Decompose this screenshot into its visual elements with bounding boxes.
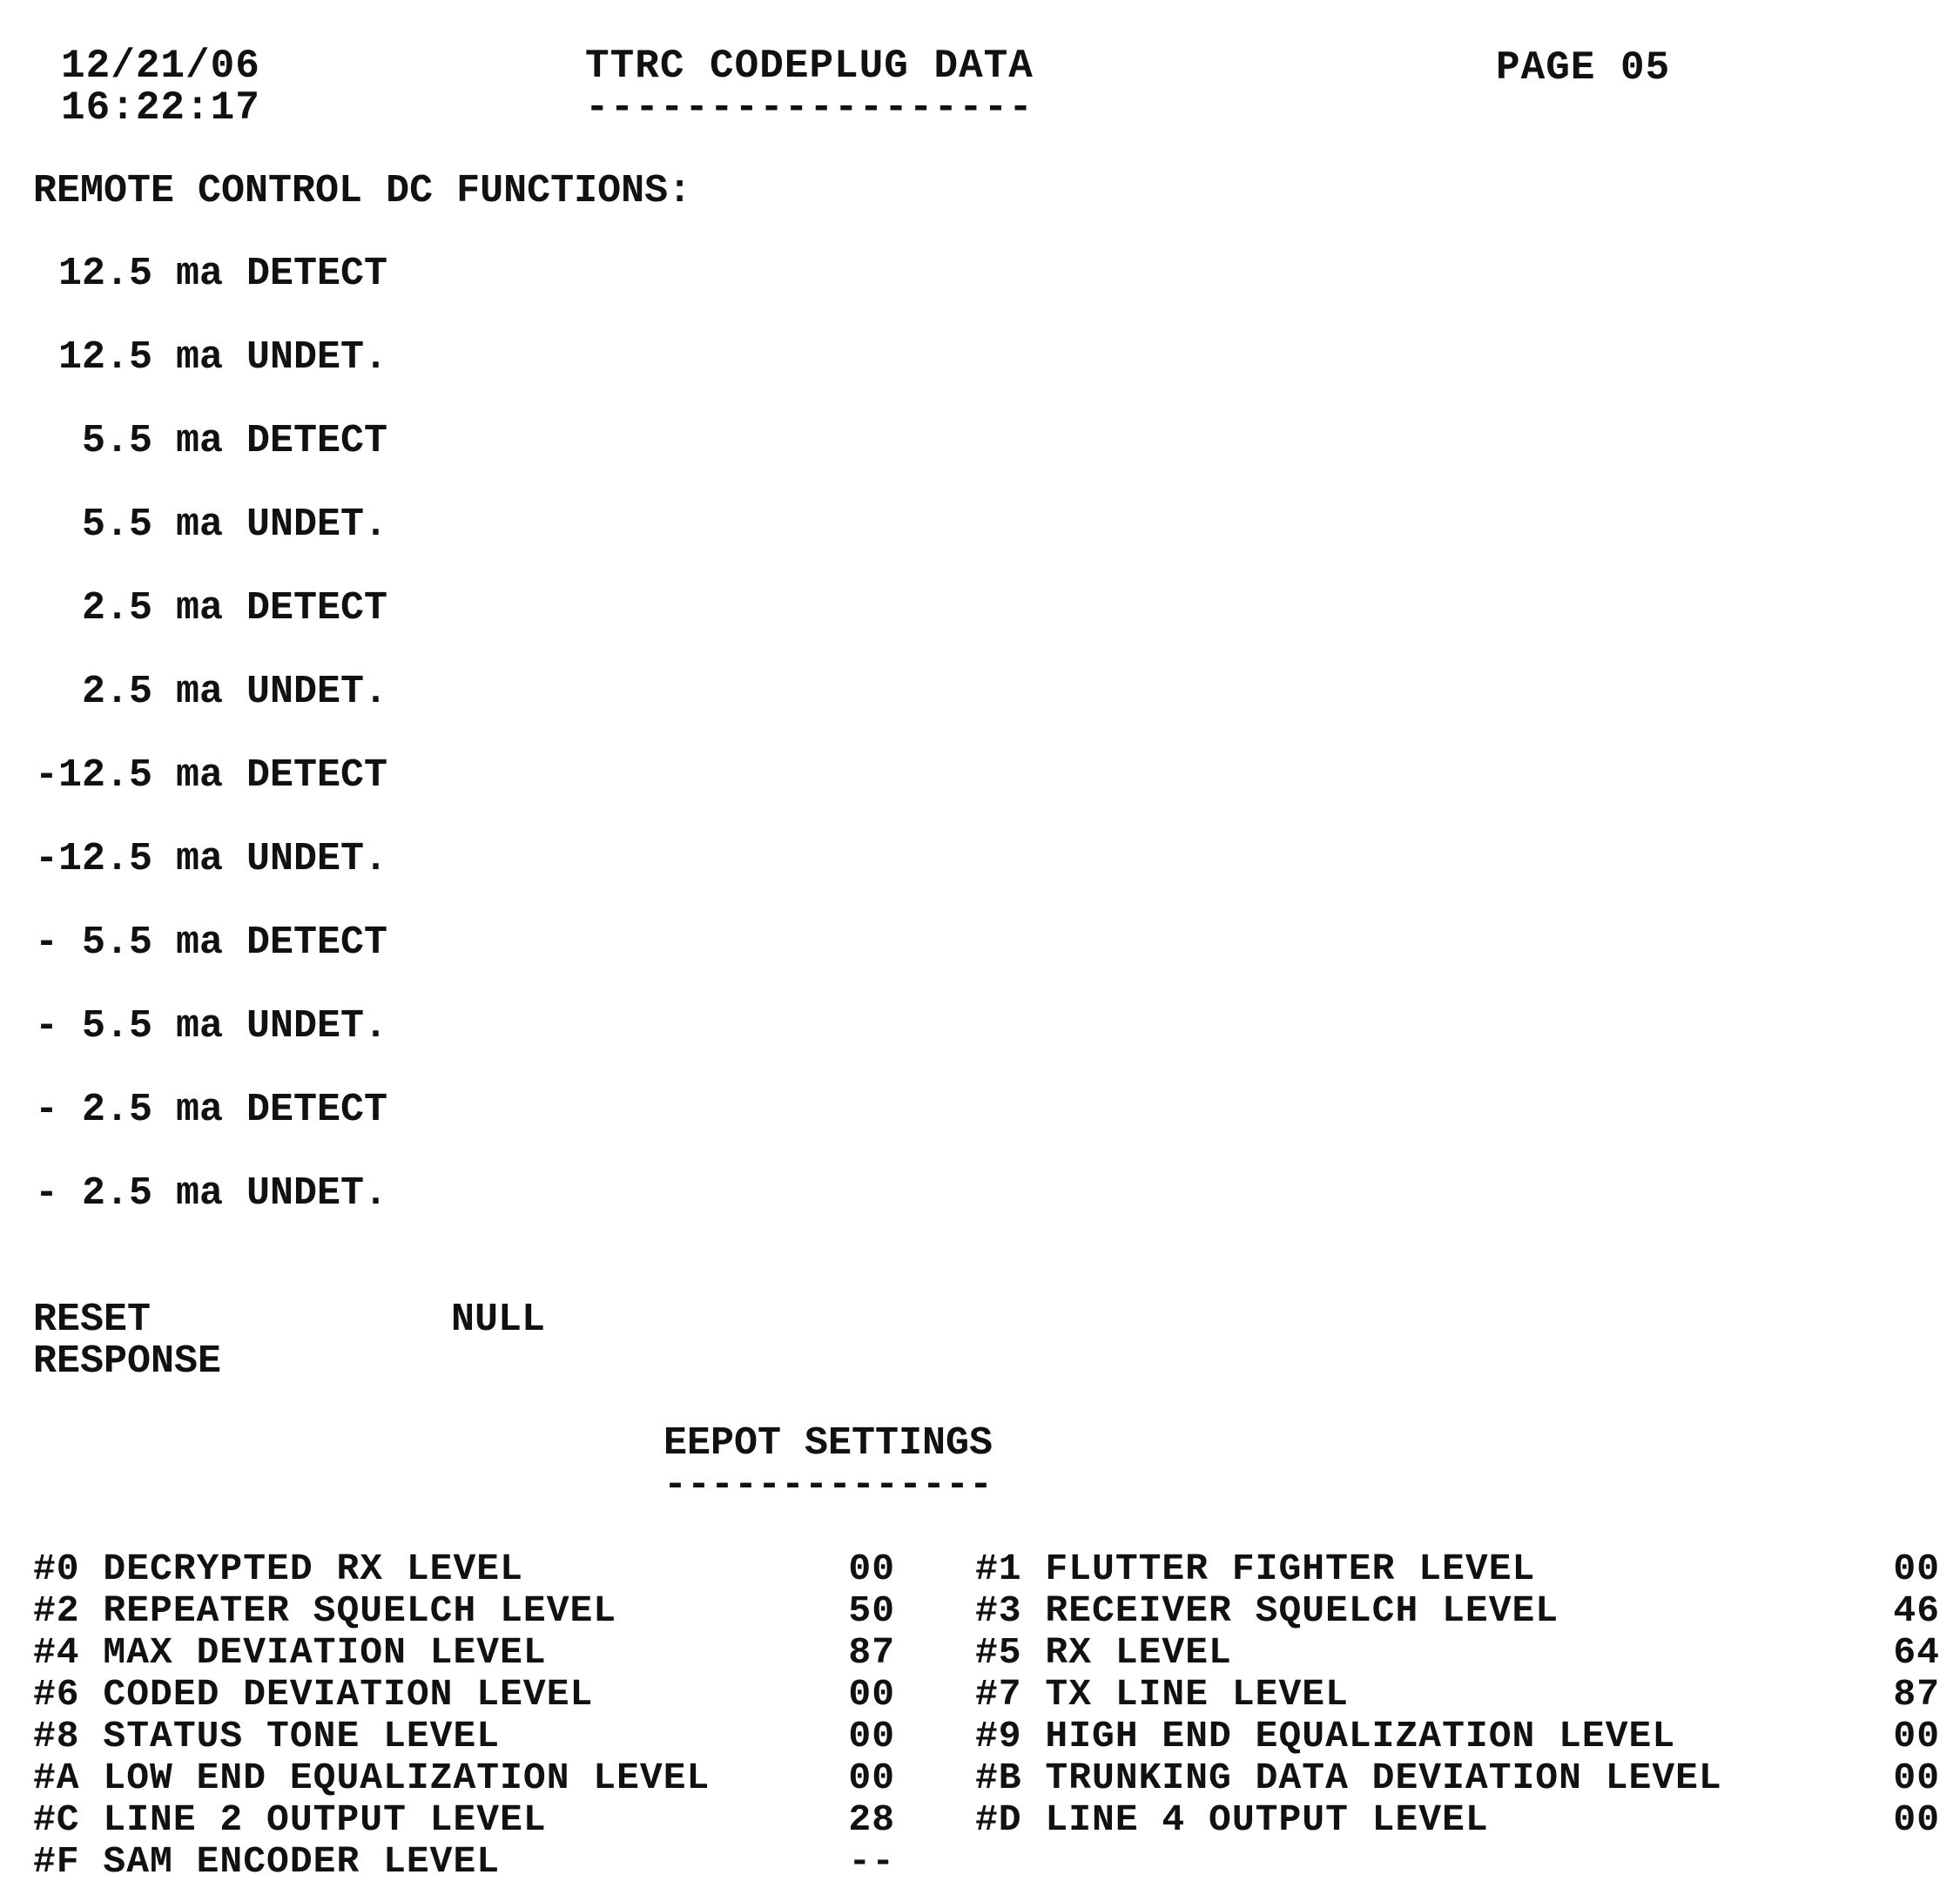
eepot-setting-value: 00 xyxy=(1893,1715,1940,1757)
eepot-setting-name: #5 RX LEVEL xyxy=(975,1631,1232,1674)
remote-control-heading: REMOTE CONTROL DC FUNCTIONS: xyxy=(33,169,692,213)
eepot-setting-value: 00 xyxy=(1893,1798,1940,1841)
eepot-setting-name: #3 RECEIVER SQUELCH LEVEL xyxy=(975,1589,1559,1632)
eepot-setting-value: 00 xyxy=(848,1673,895,1716)
eepot-setting-value: 00 xyxy=(848,1757,895,1799)
list-item: - 5.5 ma UNDET. xyxy=(35,1004,388,1049)
eepot-setting-name: #D LINE 4 OUTPUT LEVEL xyxy=(975,1798,1489,1841)
page-title: TTRC CODEPLUG DATA xyxy=(585,44,1034,89)
eepot-setting-value: 00 xyxy=(848,1548,895,1590)
response-label: RESPONSE xyxy=(33,1339,222,1384)
eepot-setting-value: 50 xyxy=(848,1589,895,1632)
print-time: 16:22:17 xyxy=(61,85,260,131)
eepot-setting-name: #A LOW END EQUALIZATION LEVEL xyxy=(33,1757,711,1799)
eepot-setting-name: #7 TX LINE LEVEL xyxy=(975,1673,1349,1716)
eepot-setting-name: #9 HIGH END EQUALIZATION LEVEL xyxy=(975,1715,1676,1757)
list-item: 12.5 ma UNDET. xyxy=(35,335,388,380)
eepot-setting-value: 00 xyxy=(1893,1757,1940,1799)
eepot-setting-value: 00 xyxy=(848,1715,895,1757)
eepot-setting-value: -- xyxy=(848,1840,895,1883)
eepot-setting-name: #1 FLUTTER FIGHTER LEVEL xyxy=(975,1548,1536,1590)
list-item: 12.5 ma DETECT xyxy=(35,252,388,296)
eepot-heading: EEPOT SETTINGS xyxy=(663,1421,993,1466)
list-item: -12.5 ma UNDET. xyxy=(35,837,388,881)
eepot-heading-underline: -------------- xyxy=(663,1463,993,1507)
print-date: 12/21/06 xyxy=(61,44,260,89)
list-item: - 2.5 ma UNDET. xyxy=(35,1171,388,1216)
list-item: - 2.5 ma DETECT xyxy=(35,1088,388,1132)
eepot-setting-name: #C LINE 2 OUTPUT LEVEL xyxy=(33,1798,547,1841)
list-item: 5.5 ma UNDET. xyxy=(35,502,388,547)
eepot-setting-name: #4 MAX DEVIATION LEVEL xyxy=(33,1631,547,1674)
list-item: 2.5 ma UNDET. xyxy=(35,670,388,714)
list-item: -12.5 ma DETECT xyxy=(35,753,388,798)
reset-response-value: NULL xyxy=(451,1298,546,1342)
reset-label: RESET xyxy=(33,1298,152,1342)
page-number: PAGE 05 xyxy=(1496,45,1671,91)
eepot-setting-name: #B TRUNKING DATA DEVIATION LEVEL xyxy=(975,1757,1722,1799)
eepot-setting-value: 87 xyxy=(848,1631,895,1674)
list-item: 2.5 ma DETECT xyxy=(35,586,388,631)
page-title-underline: ------------------ xyxy=(585,85,1034,131)
eepot-setting-value: 46 xyxy=(1893,1589,1940,1632)
eepot-setting-name: #8 STATUS TONE LEVEL xyxy=(33,1715,501,1757)
eepot-setting-value: 28 xyxy=(848,1798,895,1841)
eepot-setting-name: #F SAM ENCODER LEVEL xyxy=(33,1840,501,1883)
eepot-setting-name: #6 CODED DEVIATION LEVEL xyxy=(33,1673,594,1716)
list-item: - 5.5 ma DETECT xyxy=(35,921,388,965)
eepot-setting-name: #2 REPEATER SQUELCH LEVEL xyxy=(33,1589,617,1632)
eepot-setting-value: 00 xyxy=(1893,1548,1940,1590)
eepot-setting-name: #0 DECRYPTED RX LEVEL xyxy=(33,1548,523,1590)
list-item: 5.5 ma DETECT xyxy=(35,419,388,463)
eepot-setting-value: 87 xyxy=(1893,1673,1940,1716)
eepot-setting-value: 64 xyxy=(1893,1631,1940,1674)
